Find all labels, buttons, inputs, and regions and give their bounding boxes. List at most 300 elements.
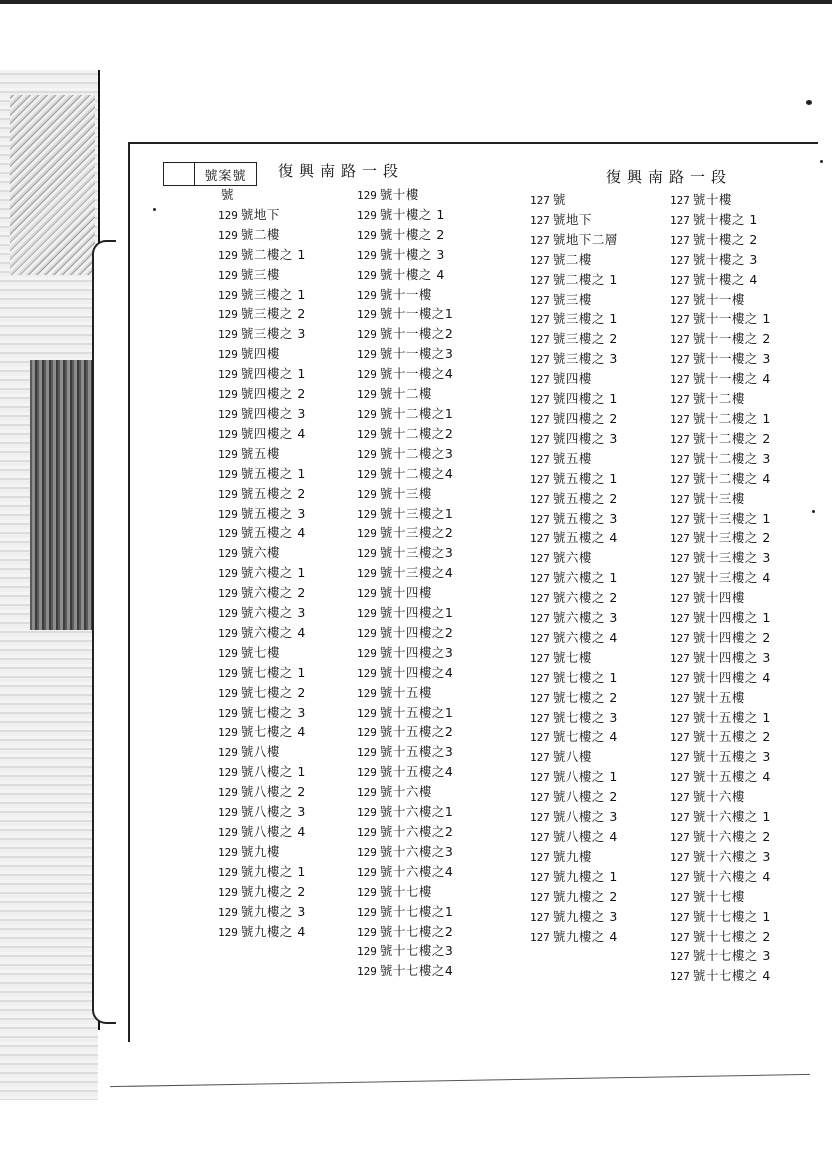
floor-label: 號四樓之 3	[552, 430, 618, 446]
house-number: 127	[670, 353, 690, 367]
floor-label: 號八樓之 2	[552, 789, 618, 805]
address-entry	[530, 251, 618, 271]
house-number: 127	[530, 492, 550, 506]
address-entry	[357, 763, 453, 783]
floor-label: 號九樓之 3	[240, 903, 306, 919]
house-number: 129	[218, 726, 238, 740]
floor-label: 號五樓	[240, 445, 280, 461]
house-number: 129	[357, 288, 377, 302]
floor-label: 號十六樓之 4	[692, 868, 771, 884]
address-entry	[357, 584, 453, 604]
house-number: 129	[218, 368, 238, 382]
house-number: 129	[357, 746, 377, 760]
house-number: 129	[218, 268, 238, 282]
floor-label: 號十七樓之3	[379, 943, 454, 959]
floor-label: 號三樓	[240, 266, 280, 282]
house-number: 129	[357, 407, 377, 421]
floor-label: 號五樓之 1	[552, 470, 618, 486]
address-entry	[530, 310, 618, 330]
floor-label: 號六樓之 1	[240, 565, 306, 581]
floor-label: 號四樓之 1	[240, 366, 306, 382]
address-entry	[530, 709, 618, 729]
address-entry	[670, 430, 771, 450]
address-entry	[357, 863, 453, 883]
floor-label: 號七樓之 4	[552, 729, 618, 745]
address-entry	[670, 788, 771, 808]
house-number: 129	[218, 447, 238, 461]
address-entry	[218, 425, 306, 445]
address-entry	[357, 803, 453, 823]
floor-label: 號十三樓之 3	[692, 550, 771, 566]
address-entry	[218, 883, 306, 903]
address-entry	[218, 485, 306, 505]
floor-label: 號十二樓	[692, 391, 745, 407]
floor-label: 號十七樓之 4	[692, 968, 771, 984]
address-entry	[670, 251, 771, 271]
address-entry	[530, 788, 618, 808]
floor-label: 號六樓	[240, 545, 280, 561]
house-number: 129	[357, 348, 377, 362]
floor-label: 號四樓之 1	[552, 391, 618, 407]
floor-label: 號十一樓之4	[379, 366, 454, 382]
address-entry	[530, 629, 618, 649]
house-number: 127	[670, 273, 690, 287]
floor-label: 號十六樓之3	[379, 843, 454, 859]
house-number: 127	[670, 771, 690, 785]
address-entry	[530, 828, 618, 848]
house-number: 127	[670, 890, 690, 904]
house-number: 127	[530, 313, 550, 327]
address-entry	[357, 465, 453, 485]
house-number: 127	[670, 831, 690, 844]
scan-speck	[820, 160, 823, 163]
floor-label: 號六樓之 3	[240, 605, 306, 621]
address-entry	[357, 704, 453, 724]
address-entry	[530, 908, 618, 928]
floor-label: 號十四樓之4	[379, 664, 454, 680]
house-number: 127	[530, 651, 550, 665]
floor-label: 號地下二層	[552, 231, 618, 247]
house-number: 127	[670, 870, 690, 884]
house-number: 127	[530, 612, 550, 626]
house-number: 127	[670, 651, 690, 665]
floor-label: 號八樓	[240, 744, 280, 760]
address-entry	[670, 330, 771, 350]
house-number: 129	[357, 885, 377, 899]
address-entry	[218, 365, 306, 385]
house-number: 127	[530, 850, 550, 864]
house-number: 129	[218, 905, 238, 919]
floor-label: 號十六樓之1	[379, 804, 454, 820]
floor-label: 號十四樓之 1	[692, 610, 771, 626]
address-entry	[670, 808, 771, 828]
address-entry	[357, 305, 453, 325]
floor-label: 號十二樓之1	[379, 405, 454, 421]
floor-label: 號十三樓	[379, 485, 432, 501]
house-number: 127	[670, 572, 690, 586]
floor-label: 號十七樓	[379, 883, 432, 899]
floor-label: 號十四樓	[379, 585, 432, 601]
house-number: 127	[670, 373, 690, 387]
floor-label: 號十樓之 1	[692, 211, 758, 227]
file-stamp	[163, 162, 257, 186]
address-entry	[218, 644, 306, 664]
floor-label: 號四樓之 4	[240, 425, 306, 441]
house-number: 129	[218, 228, 238, 242]
house-number: 129	[357, 726, 377, 740]
house-number: 129	[357, 507, 377, 521]
house-number: 129	[357, 388, 377, 402]
address-entry	[218, 345, 306, 365]
house-number: 127	[530, 731, 550, 745]
house-number: 129	[357, 706, 377, 720]
address-entry	[670, 669, 771, 689]
house-number: 129	[357, 845, 377, 859]
floor-label: 號十三樓之3	[379, 545, 454, 561]
house-number: 127	[530, 592, 550, 606]
floor-label: 號十二樓之 1	[692, 410, 771, 426]
house-number: 127	[670, 393, 690, 407]
address-entry	[357, 206, 453, 226]
scan-speck	[812, 510, 815, 513]
floor-label: 號十五樓	[379, 684, 432, 700]
address-entry	[357, 783, 453, 803]
house-number: 129	[357, 626, 377, 640]
floor-label: 號十四樓之1	[379, 605, 454, 621]
address-entry	[218, 763, 306, 783]
floor-label: 號十四樓之3	[379, 644, 454, 660]
floor-label: 號七樓之 1	[240, 664, 306, 680]
address-entry	[530, 748, 618, 768]
floor-label: 號十四樓	[692, 590, 745, 606]
floor-label: 號六樓之 3	[552, 610, 618, 626]
floor-label: 號	[221, 187, 235, 202]
house-number: 129	[218, 626, 238, 640]
house-number: 127	[670, 412, 690, 426]
floor-label: 號五樓之 3	[240, 505, 306, 521]
address-entry	[218, 743, 306, 763]
house-number: 127	[670, 791, 690, 805]
address-entry	[530, 350, 618, 370]
house-number: 127	[530, 870, 550, 884]
address-entry	[670, 569, 771, 589]
address-entry	[357, 365, 453, 385]
house-number: 129	[357, 686, 377, 700]
house-number: 129	[218, 547, 238, 561]
address-entry	[530, 868, 618, 888]
inner-panel	[92, 240, 116, 1024]
floor-label: 號十四樓之 3	[692, 649, 771, 665]
address-entry	[218, 903, 306, 923]
house-number: 129	[218, 467, 238, 481]
house-number: 129	[357, 587, 377, 601]
address-entry	[218, 863, 306, 883]
house-number: 129	[357, 826, 377, 839]
house-number: 127	[670, 731, 690, 745]
house-number: 127	[670, 850, 690, 864]
floor-label: 號三樓之 1	[552, 311, 618, 327]
floor-label: 號十一樓之 1	[692, 311, 771, 327]
floor-label: 號十六樓之2	[379, 824, 454, 839]
floor-label: 號十七樓之 2	[692, 928, 771, 944]
house-number: 127	[530, 831, 550, 844]
address-entry	[357, 246, 453, 266]
house-number: 127	[530, 532, 550, 546]
floor-label: 號五樓之 4	[552, 530, 618, 546]
address-entry	[670, 967, 771, 987]
stamp-small-label	[164, 163, 195, 185]
address-entry	[670, 689, 771, 709]
address-entry	[670, 450, 771, 470]
address-entry	[670, 370, 771, 390]
floor-label: 號八樓之 3	[240, 804, 306, 820]
address-entry	[530, 669, 618, 689]
floor-label: 號十五樓之 4	[692, 769, 771, 785]
floor-label: 號十二樓之4	[379, 465, 454, 481]
floor-label: 號四樓	[240, 346, 280, 362]
floor-label: 號三樓之 2	[552, 331, 618, 347]
house-number: 129	[357, 189, 377, 202]
address-entry	[218, 823, 306, 843]
address-entry	[670, 748, 771, 768]
address-entry	[670, 310, 771, 330]
house-number: 127	[670, 950, 690, 964]
floor-label: 號九樓之 1	[240, 863, 306, 879]
floor-label: 號十六樓	[692, 789, 745, 805]
address-entry	[530, 649, 618, 669]
floor-label: 號十二樓之 4	[692, 470, 771, 486]
address-entry	[530, 848, 618, 868]
floor-label: 號十五樓之 3	[692, 749, 771, 765]
scan-speck	[806, 100, 812, 105]
scan-top-strip	[0, 0, 832, 4]
floor-label: 號五樓之 2	[552, 490, 618, 506]
house-number: 129	[357, 666, 377, 680]
address-entry	[357, 505, 453, 525]
address-entry	[530, 370, 618, 390]
address-entry	[218, 604, 306, 624]
floor-label: 號十樓之 3	[692, 251, 758, 267]
floor-label: 號八樓之 4	[552, 829, 618, 844]
floor-label: 號二樓	[240, 226, 280, 242]
floor-label: 號四樓	[552, 371, 592, 387]
floor-label: 號十二樓之 2	[692, 430, 771, 446]
floor-label: 號十五樓之1	[379, 704, 454, 720]
floor-label: 號十一樓之 3	[692, 351, 771, 367]
house-number: 127	[530, 333, 550, 347]
address-entry	[670, 529, 771, 549]
floor-label: 號十三樓之 4	[692, 570, 771, 586]
house-number: 127	[530, 711, 550, 725]
address-entry	[530, 589, 618, 609]
floor-label: 號十四樓之2	[379, 624, 454, 640]
address-entry	[218, 325, 306, 345]
house-number: 129	[357, 447, 377, 461]
house-number: 127	[530, 194, 550, 207]
address-entry	[670, 629, 771, 649]
house-number: 127	[670, 213, 690, 227]
floor-label: 號十六樓之 2	[692, 829, 771, 844]
house-number: 129	[218, 746, 238, 760]
house-number: 127	[670, 970, 690, 984]
address-entry	[218, 445, 306, 465]
floor-label: 號十二樓之2	[379, 425, 454, 441]
address-column-right-2	[670, 191, 771, 987]
floor-label: 號十三樓之4	[379, 565, 454, 581]
floor-label: 號七樓之 3	[552, 709, 618, 725]
house-number: 129	[218, 686, 238, 700]
house-number: 127	[670, 194, 690, 207]
floor-label: 號五樓之 2	[240, 485, 306, 501]
house-number: 129	[357, 368, 377, 382]
floor-label: 號十五樓	[692, 689, 745, 705]
floor-label: 號九樓	[240, 843, 280, 859]
house-number: 127	[530, 910, 550, 924]
house-number: 129	[357, 965, 377, 979]
house-number: 127	[670, 631, 690, 645]
address-entry	[530, 430, 618, 450]
floor-label: 號十五樓之 1	[692, 709, 771, 725]
address-entry	[357, 743, 453, 763]
address-entry	[218, 624, 306, 644]
house-number: 129	[218, 348, 238, 362]
floor-label: 號四樓之 2	[240, 386, 306, 402]
address-entry	[218, 704, 306, 724]
address-entry	[530, 529, 618, 549]
floor-label: 號十一樓	[379, 286, 432, 302]
house-number: 127	[670, 313, 690, 327]
house-number: 127	[530, 412, 550, 426]
address-entry	[530, 410, 618, 430]
floor-label: 號三樓之 2	[240, 306, 306, 322]
address-entry	[218, 723, 306, 743]
floor-label: 號七樓之 2	[240, 684, 306, 700]
floor-label: 號八樓之 1	[552, 769, 618, 785]
house-number: 129	[357, 945, 377, 959]
address-entry	[357, 345, 453, 365]
floor-label: 號十樓之 2	[692, 231, 758, 247]
house-number: 127	[530, 572, 550, 586]
address-entry	[357, 186, 453, 206]
address-entry	[218, 564, 306, 584]
floor-label: 號十樓之 4	[379, 266, 445, 282]
house-number: 127	[670, 910, 690, 924]
floor-label: 號十五樓之2	[379, 724, 454, 740]
house-number: 129	[357, 786, 377, 800]
address-entry	[670, 291, 771, 311]
house-number: 129	[357, 567, 377, 581]
address-entry	[670, 928, 771, 948]
house-number: 127	[530, 691, 550, 705]
address-entry	[357, 644, 453, 664]
house-number: 127	[670, 472, 690, 486]
house-number: 127	[530, 791, 550, 805]
house-number: 129	[218, 288, 238, 302]
floor-label: 號十二樓之 3	[692, 450, 771, 466]
floor-label: 號十七樓之2	[379, 923, 454, 939]
house-number: 129	[357, 547, 377, 561]
address-entry	[670, 908, 771, 928]
address-entry	[530, 390, 618, 410]
house-number: 127	[670, 333, 690, 347]
house-number: 129	[357, 865, 377, 879]
floor-label: 號九樓之 1	[552, 868, 618, 884]
house-number: 129	[218, 208, 238, 222]
floor-label: 號十二樓	[379, 386, 432, 402]
address-entry	[670, 211, 771, 231]
house-number: 127	[530, 273, 550, 287]
floor-label: 號十七樓	[692, 888, 745, 904]
address-entry	[357, 325, 453, 345]
address-entry	[218, 923, 306, 943]
floor-label: 號十七樓之 3	[692, 948, 771, 964]
house-number: 129	[357, 527, 377, 541]
house-number: 129	[218, 328, 238, 342]
house-number: 129	[218, 925, 238, 939]
floor-label: 號十七樓之 1	[692, 908, 771, 924]
address-entry	[530, 211, 618, 231]
house-number: 127	[670, 592, 690, 606]
floor-label: 號六樓之 4	[240, 624, 306, 640]
floor-label: 號十五樓之3	[379, 744, 454, 760]
house-number: 127	[530, 472, 550, 486]
address-entry	[670, 231, 771, 251]
address-entry	[357, 385, 453, 405]
house-number: 127	[670, 930, 690, 944]
address-entry	[357, 723, 453, 743]
house-number: 127	[670, 711, 690, 725]
address-entry	[670, 410, 771, 430]
house-number: 127	[530, 353, 550, 367]
house-number: 127	[670, 452, 690, 466]
house-number: 129	[218, 706, 238, 720]
floor-label: 號九樓之 4	[240, 923, 306, 939]
address-entry	[670, 490, 771, 510]
house-number: 127	[530, 512, 550, 526]
house-number: 129	[218, 407, 238, 421]
address-entry	[218, 803, 306, 823]
house-number: 129	[218, 248, 238, 262]
address-entry	[670, 888, 771, 908]
house-number: 127	[670, 293, 690, 307]
house-number: 129	[357, 427, 377, 441]
house-number: 129	[218, 567, 238, 581]
address-entry	[357, 962, 453, 982]
address-entry	[357, 544, 453, 564]
house-number: 127	[530, 671, 550, 685]
floor-label: 號地下	[240, 206, 280, 222]
address-entry	[357, 664, 453, 684]
address-entry	[670, 510, 771, 530]
address-entry	[357, 942, 453, 962]
address-entry	[670, 728, 771, 748]
floor-label: 號十一樓	[692, 291, 745, 307]
address-entry	[530, 928, 618, 948]
address-entry	[218, 843, 306, 863]
page-edge-bottom	[110, 1074, 810, 1087]
house-number: 129	[357, 487, 377, 501]
address-entry	[357, 843, 453, 863]
address-entry	[357, 485, 453, 505]
house-number: 127	[530, 393, 550, 407]
floor-label: 號三樓之 1	[240, 286, 306, 302]
floor-label: 號四樓之 2	[552, 410, 618, 426]
house-number: 129	[218, 826, 238, 839]
page-edge-top	[128, 142, 818, 144]
house-number: 127	[670, 552, 690, 566]
house-number: 129	[218, 845, 238, 859]
address-entry	[670, 768, 771, 788]
